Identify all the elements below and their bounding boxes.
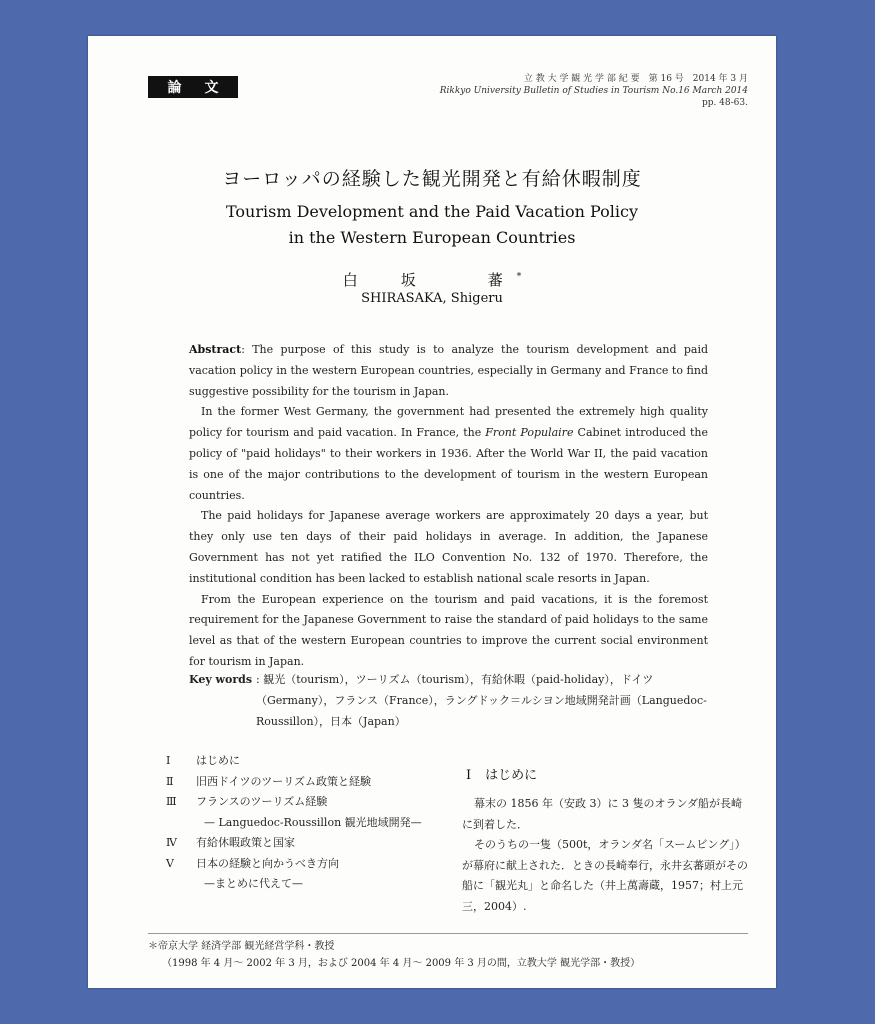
abstract-label: Abstract (189, 343, 242, 356)
abstract-italic-term: Front Populaire (485, 426, 574, 440)
footnote-line-1: ＊帝京大学 経済学部 観光経営学科・教授 (148, 941, 335, 952)
keywords-label: Key words (189, 673, 253, 686)
toc-text: フランスのツーリズム経験 (196, 795, 328, 808)
section-body (462, 794, 752, 917)
paper-page (88, 36, 776, 988)
toc-number: Ⅲ (166, 795, 177, 808)
toc-item (166, 792, 466, 813)
toc-text: — Languedoc-Roussillon 観光地域開発— (204, 815, 422, 829)
journal-info (440, 73, 748, 109)
abstract-paragraph-1 (189, 340, 708, 402)
toc-text: —まとめに代えて— (204, 877, 303, 890)
toc-number: Ⅱ (166, 774, 174, 788)
toc-number: Ⅰ (166, 754, 171, 767)
journal-line-en: Rikkyo University Bulletin of Studies in Tourism No.16 March 2014 (439, 86, 748, 96)
abstract-text-1: : The purpose of this study is to analyze the tourism development and paid vacation policy in the western European countries, especially in Germany and France to find suggestive possibility for the tourism in Japan. (189, 343, 708, 398)
toc-item (166, 854, 466, 875)
footnote-divider (148, 933, 748, 934)
footnote (148, 938, 768, 972)
title-english-line1: Tourism Development and the Paid Vacation Policy (225, 202, 639, 221)
body-paragraph-2: そのうちの一隻（500t，オランダ名「スームビング」）が幕府に献上された．ときの長崎奉行，永井玄蕃頭がその船に「観光丸」と命名した（井上萬壽蔵，1957；村上元三，2004）. (462, 838, 748, 913)
toc-number: Ⅳ (166, 836, 177, 849)
article-type-badge (148, 76, 238, 98)
author-japanese (88, 269, 776, 290)
section-title: はじめに (485, 768, 538, 783)
keywords (189, 670, 708, 732)
section-number: Ⅰ (466, 768, 472, 783)
title-english-line2: in the Western European Countries (288, 228, 576, 247)
toc-item (166, 772, 466, 793)
toc-subitem (166, 874, 466, 895)
footnote-line-2: （1998 年 4 月～ 2002 年 3 月，および 2004 年 4 月～ 2009 年 3 月の間，立教大学 観光学部・教授） (162, 958, 641, 969)
abstract-text-2b: Cabinet introduced the policy of "paid holidays" to their workers in 1936. After the World War II, the paid vacation is one of the major contributions to the development of tourism in the western European countries. (189, 426, 708, 502)
toc-subitem (166, 813, 466, 834)
abstract (189, 340, 708, 673)
toc-text: 日本の経験と向かうべき方向 (196, 856, 339, 870)
badge-char: 文 (204, 80, 219, 96)
author-name-ja: 白 坂 蕃 (342, 271, 517, 289)
section-heading (466, 764, 537, 783)
toc-text: 旧西ドイツのツーリズム政策と経験 (196, 774, 372, 788)
journal-line-ja: 立 教 大 学 観 光 学 部 紀 要 第 16 号 2014 年 3 月 (523, 74, 748, 84)
abstract-paragraph-4: From the European experience on the tourism and paid vacations, it is the foremost requirement for the Japanese Government to raise the standard of paid holidays to the same level as that of the western European countries to improve the current social environment for tourism in Japan. (189, 592, 708, 668)
title-japanese: ヨーロッパの経験した観光開発と有給休暇制度 (222, 168, 642, 190)
table-of-contents (166, 751, 466, 895)
author-footnote-mark: * (516, 272, 522, 282)
journal-pages: pp. 48-63. (701, 98, 748, 108)
title-english (88, 199, 776, 251)
badge-char: 論 (167, 80, 182, 96)
abstract-paragraph-2 (189, 402, 708, 506)
abstract-paragraph-3: The paid holidays for Japanese average workers are approximately 20 days a year, but they only use ten days of their paid holidays in average. In addition, the Japanese Government has not yet ratified the ILO Convention No. 132 of 1970. Therefore, the institutional condition has been lacked to establish national scale resorts in Japan. (189, 509, 708, 585)
toc-number: Ⅴ (166, 856, 174, 870)
author-english: SHIRASAKA, Shigeru (361, 291, 503, 306)
toc-item (166, 833, 466, 854)
toc-text: 有給休暇政策と国家 (196, 836, 295, 849)
keywords-text: : 観光（tourism），ツーリズム（tourism），有給休暇（paid-holiday），ドイツ（Germany），フランス（France），ラングドック＝ルシヨン地域開発計画（Languedoc-Roussillon），日本（Japan） (256, 673, 707, 728)
toc-text: はじめに (196, 754, 240, 767)
abstract-text-2a: In the former West Germany, the government had presented the extremely high quality policy for tourism and paid vacation. In France, the (189, 405, 708, 440)
toc-item (166, 751, 466, 772)
body-paragraph-1: 幕末の 1856 年（安政 3）に 3 隻のオランダ船が長崎に到着した． (462, 797, 743, 831)
